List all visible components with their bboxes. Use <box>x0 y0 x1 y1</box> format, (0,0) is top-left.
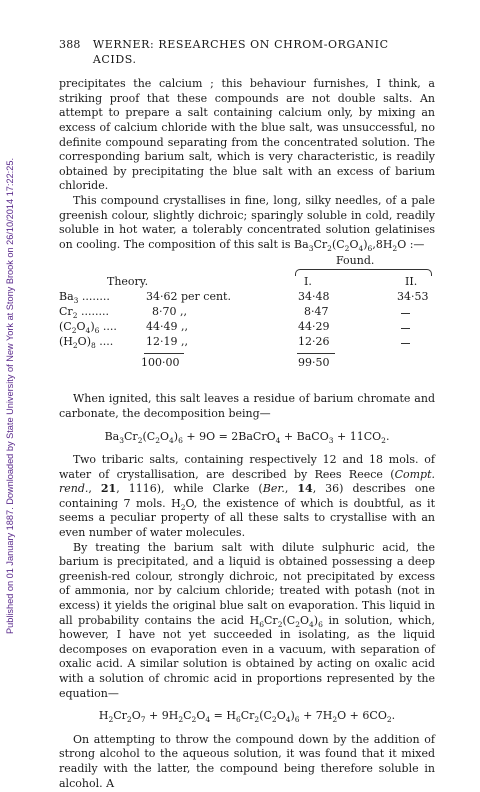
row-found2-ba: 34·53 <box>397 290 429 304</box>
paragraph-calcium: precipitates the calcium ; this behaviour furnishes, I think, a striking proof that these compounds are not double salts. An attempt to prepare a salt containing calcium only, by mixing an excess of calcium chloride with the blue salt, was unsuccessful, no definite compound separating from the concentrated solution. The corresponding barium salt, which is very characteristic, is readily obtained by precipitating the blue salt with an excess of barium chloride. <box>59 77 435 193</box>
found-total: 99·50 <box>298 356 330 370</box>
found-heading: Found. <box>336 254 375 268</box>
found-total-rule <box>297 353 335 354</box>
row-label-oxalate: $(C_2O_4)_6$ .... <box>59 320 117 336</box>
paragraph-tribaric-salts: Two tribaric salts, containing respectively 12 and 18 mols. of water of crystallisation, are described by Rees Reece (Compt. rend., 21, 1116), while Clarke (Ber., 14, 36) describes one containing 7 mols. $H_2O$, the existence of which is doubtful, as it seems a peculiar property of all these salts to crystallise with an even number of water molecules. <box>59 453 436 540</box>
download-notice-sidebar <box>0 0 20 792</box>
row-theory-cr: 8·70 ,, <box>152 305 187 319</box>
row-found2-oxalate-dash <box>401 328 410 329</box>
theory-heading: Theory. <box>107 275 149 289</box>
page-number: 388 <box>59 38 81 51</box>
row-theory-oxalate: 44·49 ,, <box>146 320 188 334</box>
equation-chromic-acid: $H_2Cr_2O_7 + 9H_2C_2O_4 = H_6Cr_2(C_2O_4)_6 + 7H_2O + 6CO_2$. <box>98 709 396 725</box>
paragraph-ignition: When ignited, this salt leaves a residue of barium chromate and carbonate, the decomposition being— <box>59 392 435 420</box>
row-found2-water-dash <box>401 343 410 344</box>
equation-decomposition: $Ba_3Cr_2(C_2O_4)_6 + 9O$ = 2BaCrO$_4$ + BaCO$_3$ + $11CO_2$. <box>104 429 390 445</box>
barium-salt-formula: $Ba_3Cr_2(C_2O_4)_6,8H_2O$ :— <box>294 237 425 253</box>
row-found1-cr: 8·47 <box>304 305 329 319</box>
row-label-cr: $Cr_2$ ........ <box>59 305 109 321</box>
row-found1-ba: 34·48 <box>298 290 330 304</box>
row-label-ba: $Ba_3$ ........ <box>59 290 110 306</box>
download-notice-text: Published on 01 January 1887. Downloaded by State University of New York at Stony Brook on 26/10/2014 17:22:25. <box>5 157 15 635</box>
row-label-water: $(H_2O)_8$ .... <box>59 335 114 351</box>
row-theory-water: 12·19 ,, <box>146 335 188 349</box>
running-head: WERNER: RESEARCHES ON CHROM-ORGANIC ACIDS. <box>92 38 389 66</box>
row-found2-cr-dash <box>401 313 410 314</box>
theory-total: 100·00 <box>141 356 180 370</box>
composition-table <box>59 256 435 384</box>
row-theory-ba: 34·62 per cent. <box>146 290 231 304</box>
found-column-ii: II. <box>405 275 418 289</box>
theory-total-rule <box>144 353 184 354</box>
paragraph-sulphuric-acid: By treating the barium salt with dilute sulphuric acid, the barium is precipitated, and a liquid is obtained possessing a deep greenish-red colour, strongly dichroic, not precipitated by excess of ammonia, nor by calcium chloride; treated with potash (not in excess) it yields the original blue salt on evaporation. This liquid in all probability contains the acid $H_6Cr_2(C_2O_4)_6$ in solution, which, however, I have not yet succeeded in isolating, as the liquid decomposes on evaporation even in a vacuum, with separation of oxalic acid. A similar solution is obtained by acting on oxalic acid with a solution of chromic acid in proportions represented by the equation— <box>59 540 435 700</box>
paragraph-alcohol: On attempting to throw the compound down by the addition of strong alcohol to the aqueous solution, it was found that it mixed readily with the latter, the compound being therefore soluble in alcohol. A <box>59 732 435 790</box>
row-found1-oxalate: 44·29 <box>298 320 330 334</box>
row-found1-water: 12·26 <box>298 335 330 349</box>
found-column-i: I. <box>304 275 312 289</box>
paragraph-barium-salt: This compound crystallises in fine, long, silky needles, of a pale greenish colour, slightly dichroic; sparingly soluble in cold, readily soluble in hot water, a tolerably concentrated solution gelatinises on cooling. The composition of this salt is $Ba_3Cr_2(C_2O_4)_6,8H_2O$ :— <box>59 193 435 253</box>
page-header <box>59 38 435 67</box>
journal-page <box>59 38 435 791</box>
